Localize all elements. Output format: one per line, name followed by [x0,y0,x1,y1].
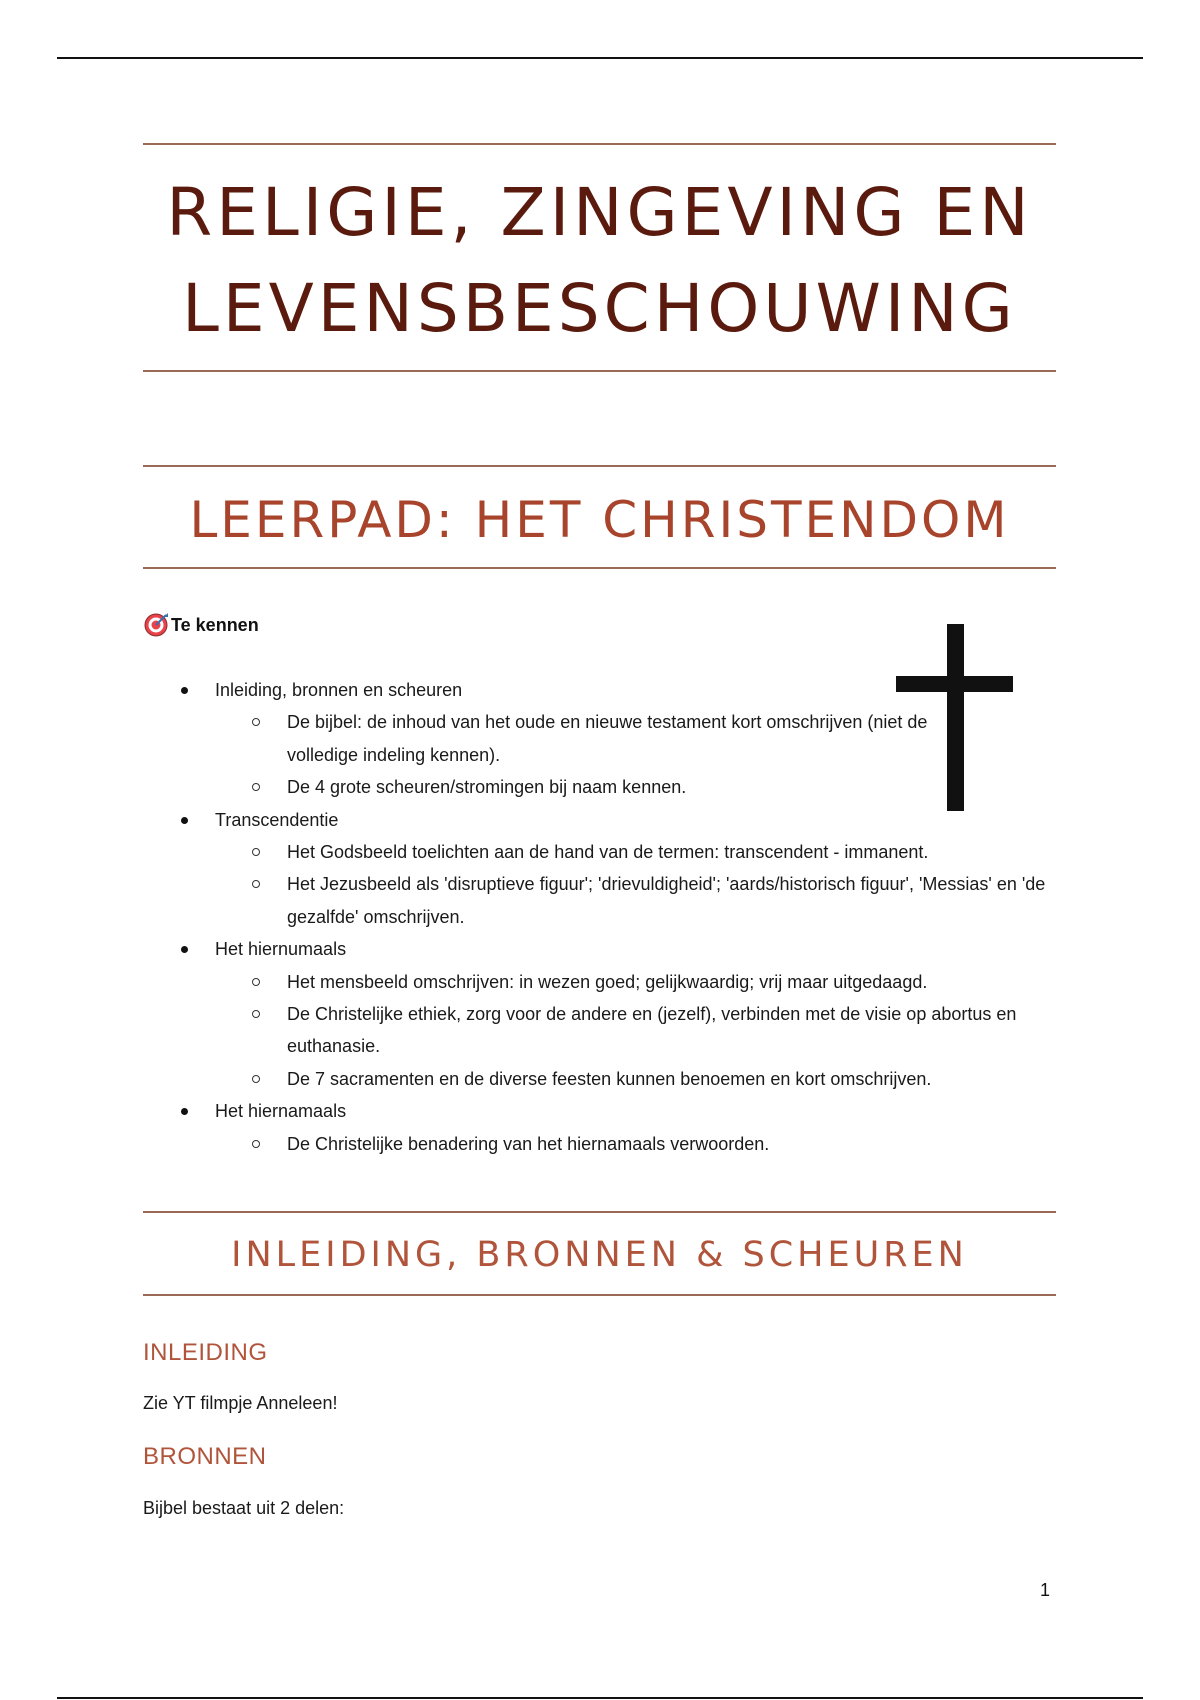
sub-item: De Christelijke ethiek, zorg voor de andere en (jezelf), verbinden met de visie op abortus en euthanasie. [143,998,1063,1063]
document-title: RELIGIE, ZINGEVING EN LEVENSBESCHOUWING [166,174,1033,347]
section-rule-top [143,465,1056,467]
list-item-label: Transcendentie [215,809,339,830]
sub-item: De Christelijke benadering van het hiernamaals verwoorden. [143,1128,1063,1160]
page-number: 1 [1040,1580,1051,1600]
section-rule-bottom [143,1294,1056,1296]
sub-item: De bijbel: de inhoud van het oude en nieuwe testament kort omschrijven (niet de volledige indeling kennen). [143,706,955,771]
list-item-label: Het hiernumaals [215,939,347,960]
target-icon [143,612,169,638]
sub-item: De 7 sacramenten en de diverse feesten kunnen benoemen en kort omschrijven. [143,1063,1063,1095]
section-title-inleiding: INLEIDING, BRONNEN & SCHEUREN [231,1235,968,1275]
list-item-label: Inleiding, bronnen en scheuren [215,680,463,700]
section-rule-bottom [143,567,1056,569]
section-rule-top [143,1211,1056,1213]
title-rule-top [143,143,1056,145]
list-item [143,804,1063,934]
section-title-leerpad: LEERPAD: HET CHRISTENDOM [189,491,1010,549]
sub-list [215,1128,1063,1160]
goals-heading [143,612,259,638]
sub-list [215,966,1063,1096]
list-item-label: Het hiernamaals [215,1101,347,1122]
page-top-border [57,57,1143,59]
heading-bronnen: BRONNEN [143,1443,267,1470]
intro-text: Zie YT filmpje Anneleen! [143,1393,338,1413]
sources-text: Bijbel bestaat uit 2 delen: [143,1498,345,1518]
list-item [143,674,1063,804]
sub-item: Het Godsbeeld toelichten aan de hand van de termen: transcendent - immanent. [143,836,1063,868]
goals-heading-text: Te kennen [171,614,259,635]
list-item [143,933,1063,1095]
sub-item: De 4 grote scheuren/stromingen bij naam kennen. [143,771,955,803]
sub-list [215,836,1063,933]
goals-list [143,674,1063,1160]
heading-inleiding: INLEIDING [143,1339,268,1366]
page-bottom-border [57,1697,1143,1699]
list-item [143,1095,1063,1160]
sub-list [215,706,955,803]
title-rule-bottom [143,370,1056,372]
sub-item: Het mensbeeld omschrijven: in wezen goed; gelijkwaardig; vrij maar uitgedaagd. [143,966,1063,998]
sub-item: Het Jezusbeeld als 'disruptieve figuur'; 'drievuldigheid'; 'aards/historisch figuur', 'Messias' en 'de gezalfde' omschrijven. [143,868,1063,933]
